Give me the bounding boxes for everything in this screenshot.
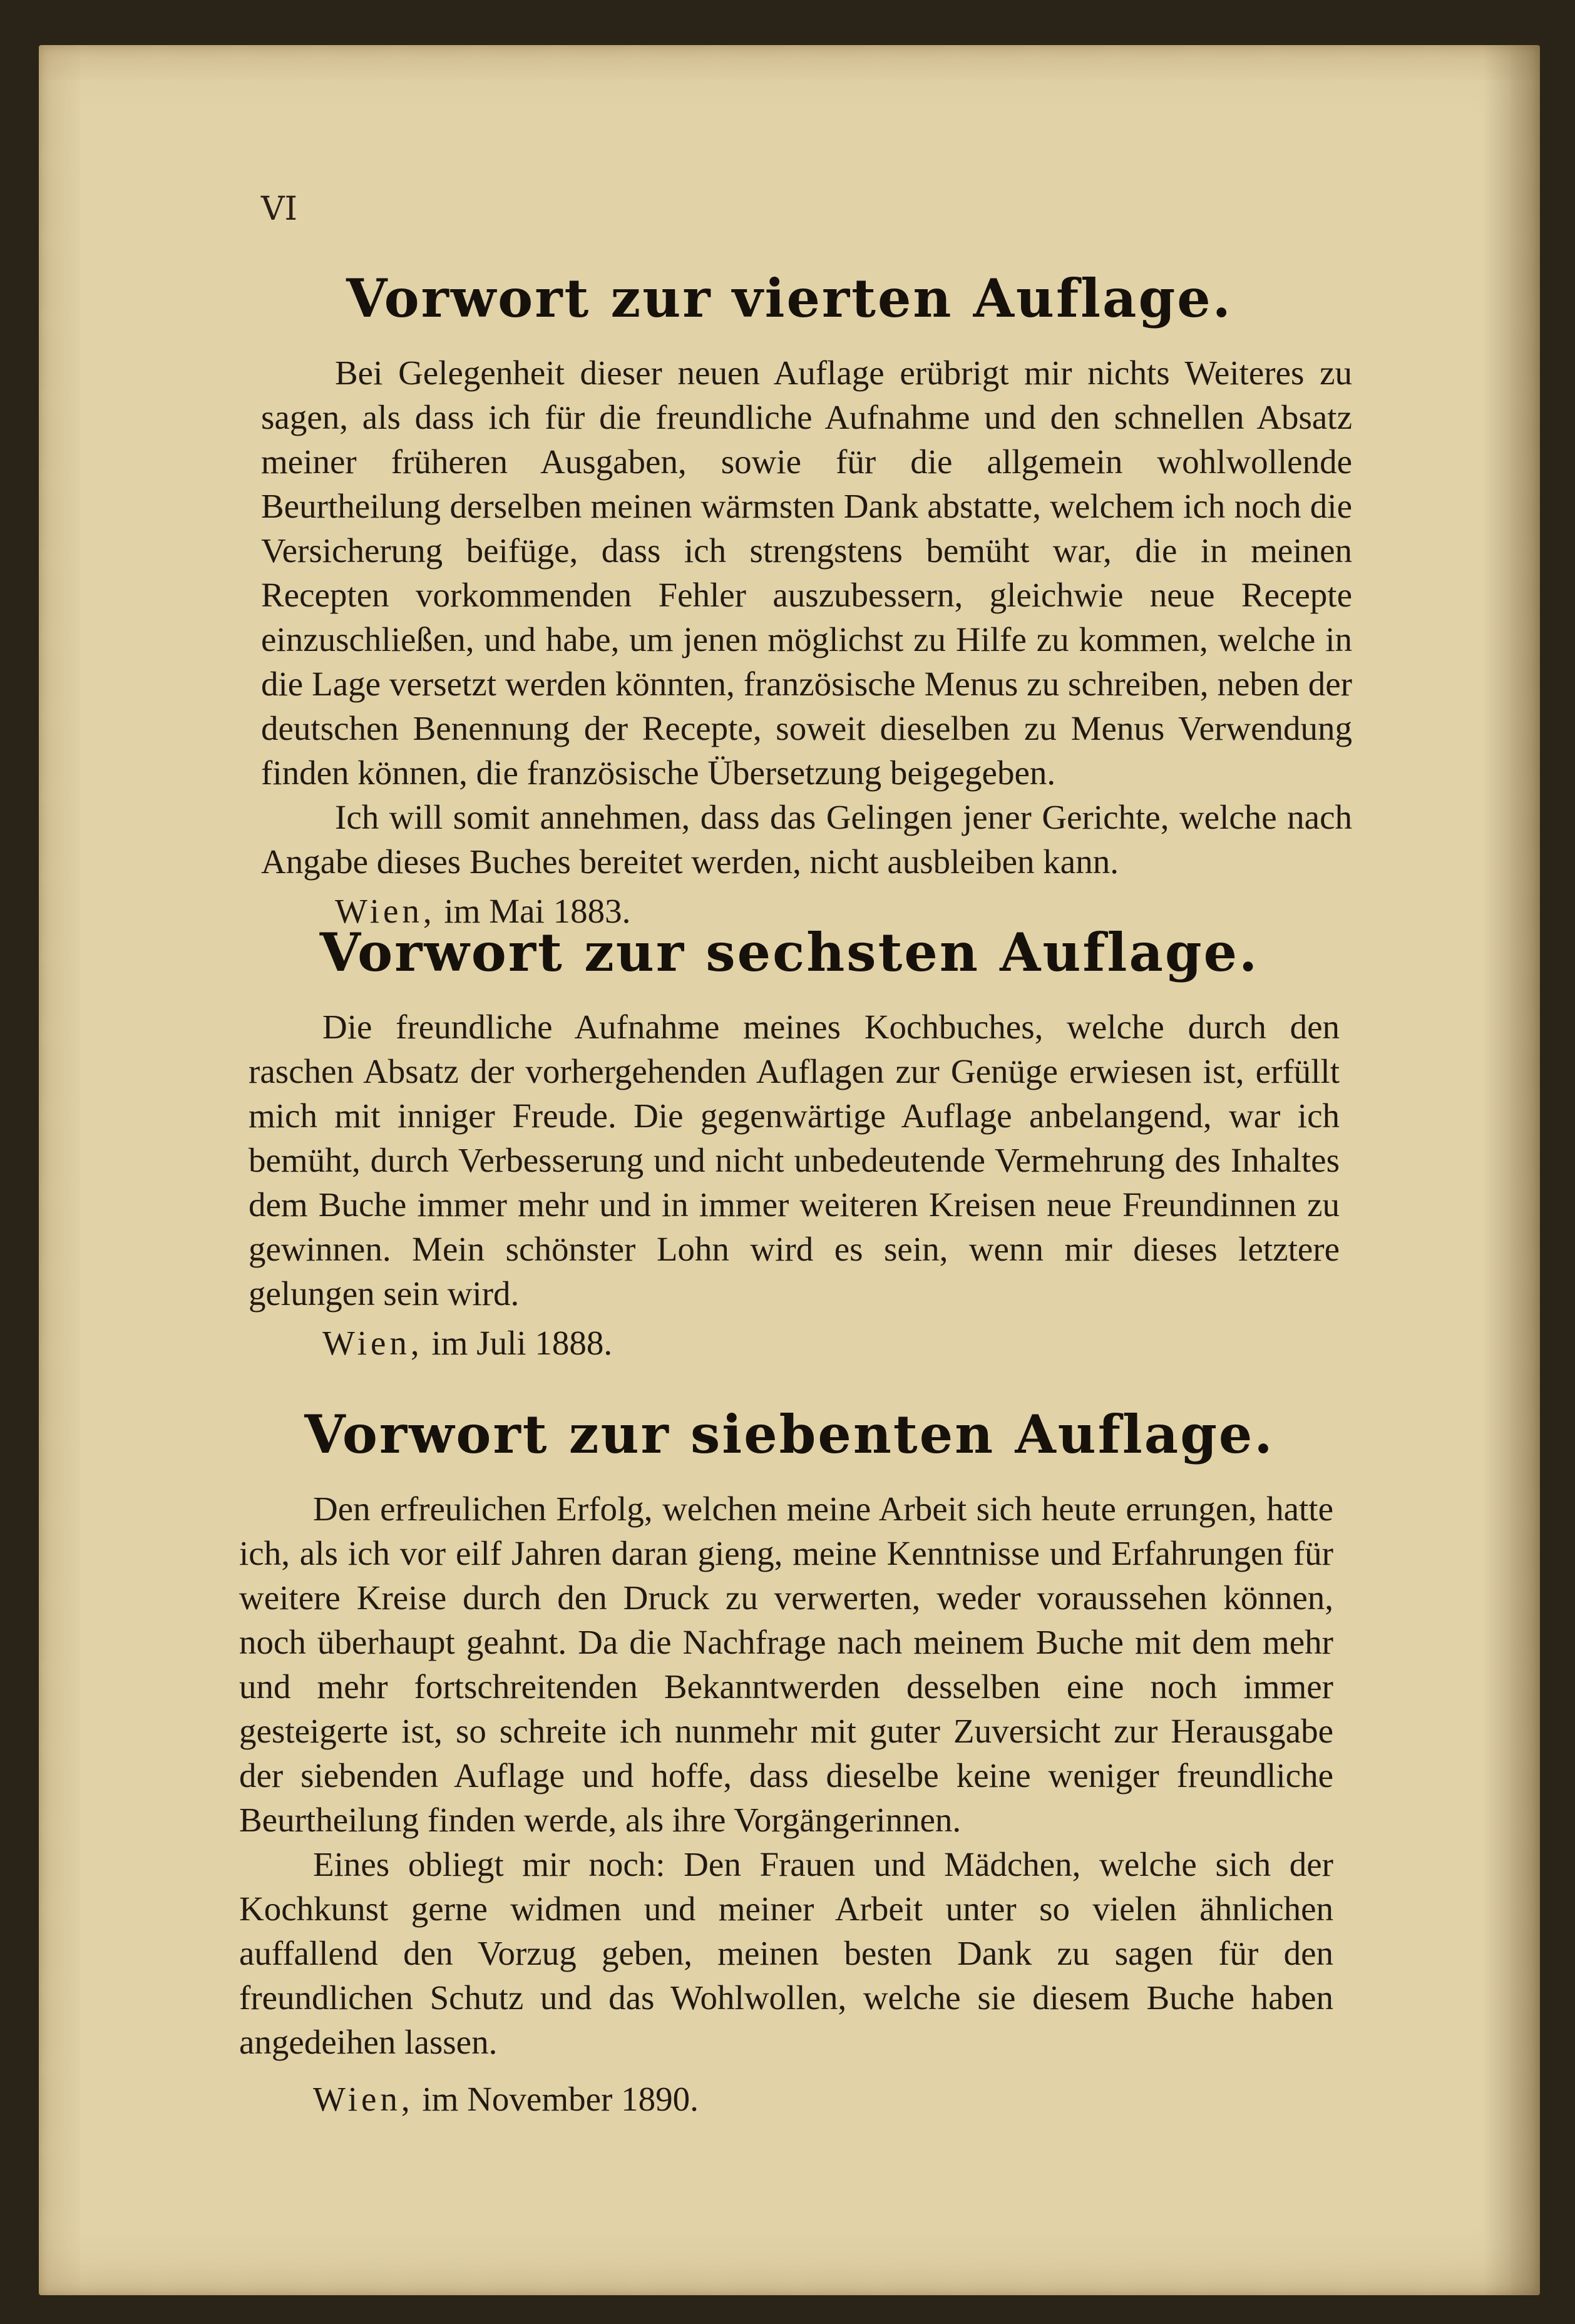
signature-line [239,2077,1333,2121]
paragraph: Bei Gelegenheit dieser neuen Auflage erübrigt mir nichts Weiteres zu sagen, als dass ich für die freundliche Aufnahme und den schnellen Absatz meiner früheren Ausgaben, sowie für die allgemein wohlwollende Beurtheilung derselben meinen wärmsten Dank abstatte, welchem ich noch die Versicherung beifüge, dass ich strengstens bemüht war, die in meinen Recepten vorkommenden Fehler auszubessern, gleichwie neue Recepte einzuschließen, und habe, um jenen möglichst zu Hilfe zu kommen, welche in die Lage versetzt werden könnten, französische Menus zu schreiben, neben der deutschen Benennung der Recepte, soweit dieselben zu Menus Verwendung finden können, die französische Übersetzung beigegeben. [261,354,1352,792]
paragraph: Den erfreulichen Erfolg, welchen meine Arbeit sich heute errungen, hatte ich, als ich vor eilf Jahren daran gieng, meine Kenntnisse und Erfahrungen für weitere Kreise durch den Druck zu verwerten, weder voraussehen können, noch überhaupt geahnt. Da die Nachfrage nach meinem Buche mit dem mehr und mehr fortschreitenden Bekanntwerden desselben eine noch immer gesteigerte ist, so schreite ich nunmehr mit guter Zuversicht zur Herausgabe der siebenden Auflage und hoffe, dass dieselbe keine weniger freundliche Beurtheilung finden werde, als ihre Vorgängerinnen. [239,1490,1333,1839]
preface-sixth-edition [39,921,1540,1365]
signature-city: Wien, [335,892,436,930]
signature-city: Wien, [322,1324,423,1362]
section-heading: Vorwort zur sechsten Auflage. [319,921,1259,983]
paragraph: Ich will somit annehmen, dass das Gelingen jener Gerichte, welche nach Angabe dieses Buches bereitet werden, nicht ausbleiben kann. [261,798,1352,881]
signature-date: im Juli 1888. [431,1324,613,1362]
section-heading: Vorwort zur siebenten Auflage. [304,1403,1275,1465]
paragraph: Die freundliche Aufnahme meines Kochbuches, welche durch den raschen Absatz der vorhergehenden Auflagen zur Genüge erwiesen ist, erfüllt mich mit inniger Freude. Die gegenwärtige Auflage anbelangend, war ich bemüht, durch Verbesserung und nicht unbedeutende Vermehrung des Inhaltes dem Buche immer mehr und in immer weiteren Kreisen neue Freundinnen zu gewinnen. Mein schönster Lohn wird es sein, wenn mir dieses letztere gelungen sein wird. [249,1008,1340,1313]
paragraph: Eines obliegt mir noch: Den Frauen und Mädchen, welche sich der Kochkunst gerne widmen und meiner Arbeit unter so vielen ähnlichen auffallend den Vorzug geben, meinen besten Dank zu sagen für den freundlichen Schutz und das Wohlwollen, welche sie diesem Buche haben angedeihen lassen. [239,1845,1333,2061]
preface-seventh-edition [39,1403,1540,2121]
signature-date: im November 1890. [422,2080,699,2118]
section-heading: Vorwort zur vierten Auflage. [346,267,1233,329]
signature-date: im Mai 1883. [444,892,631,930]
signature-city: Wien, [313,2080,414,2118]
signature-line [249,1321,1340,1365]
book-page [39,45,1540,2295]
preface-fourth-edition [39,267,1540,933]
page-number: VI [261,190,298,228]
